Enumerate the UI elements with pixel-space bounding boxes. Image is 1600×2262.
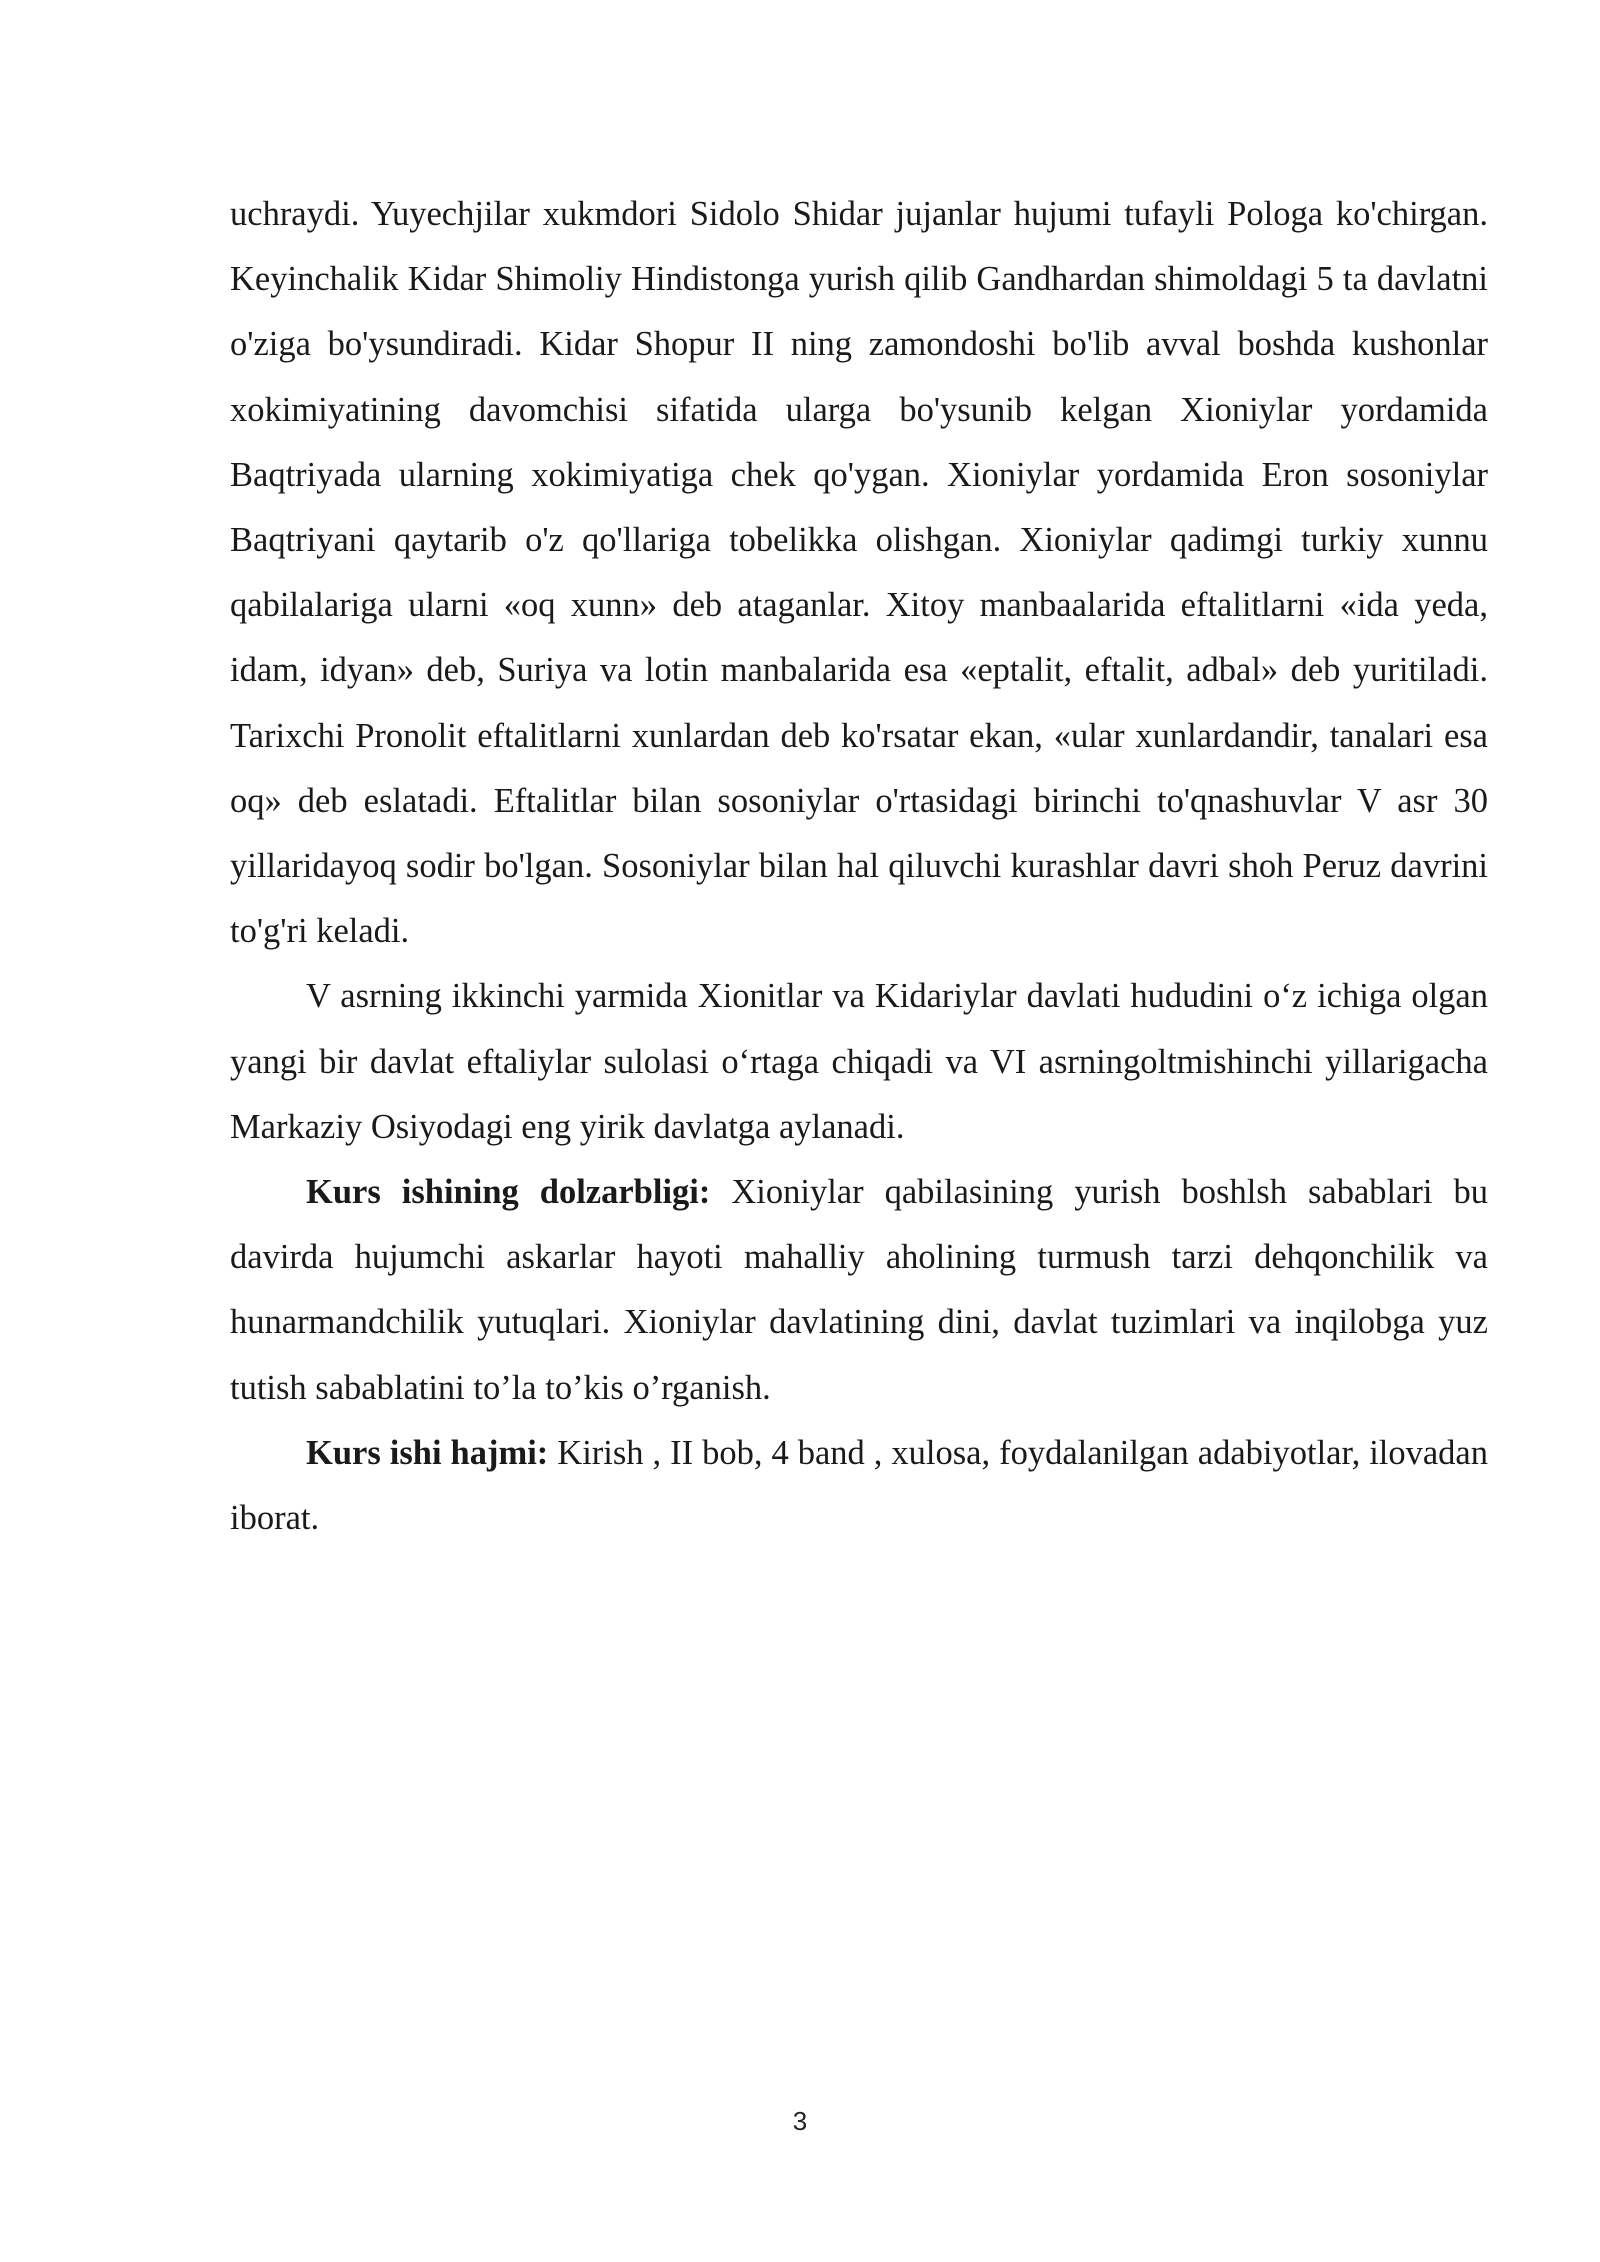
paragraph-lead-heading: Kurs ishi hajmi: [306,1433,549,1472]
paragraph-text: Kirish , II bob, 4 band , xulosa, foydalanilgan adabiyotlar, ilovadan iborat. [230,1433,1488,1538]
paragraph-eftalites-state [230,964,1488,1160]
body-text [230,182,1488,1551]
paragraph-text: V asrning ikkinchi yarmida Xionitlar va Kidariylar davlati hududini o‘z ichiga olgan yangi bir davlat eftaliylar sulolasi o‘rtaga chiqadi va VI asrningoltmishinchi yillarigacha Markaziy Osiyodagi eng yirik davlatga aylanadi. [230,977,1488,1146]
paragraph-scope [230,1421,1488,1551]
paragraph-lead-heading: Kurs ishining dolzarbligi: [306,1173,711,1212]
page-number: 3 [792,2106,808,2136]
paragraph-relevance [230,1160,1488,1421]
paragraph-text: Xioniylar qabilasining yurish boshlsh sabablari bu davirda hujumchi askarlar hayoti mahalliy aholining turmush tarzi dehqonchilik va hunarmandchilik yutuqlari. Xioniylar davlatining dini, davlat tuzimlari va inqilobga yuz tutish sabablatini to’la to’kis o’rganish. [230,1173,1488,1407]
paragraph-text: uchraydi. Yuyechjilar xukmdori Sidolo Shidar jujanlar hujumi tufayli Pologa ko'chirgan. Keyinchalik Kidar Shimoliy Hindistonga yurish qilib Gandhardan shimoldagi 5 ta davlatni o'ziga bo'ysundiradi. Kidar Shopur II ning zamondoshi bo'lib avval boshda kushonlar xokimiyatining davomchisi sifatida ularga bo'ysunib kelgan Xioniylar yordamida Baqtriyada ularning xokimiyatiga chek qo'ygan. Xioniylar yordamida Eron sosoniylar Baqtriyani qaytarib o'z qo'llariga tobelikka olishgan. Xioniylar qadimgi turkiy xunnu qabilalariga ularni «oq xunn» deb ataganlar. Xitoy manbaalarida eftalitlarni «ida yeda, idam, idyan» deb, Suriya va lotin manbalarida esa «eptalit, eftalit, adbal» deb yuritiladi. Tarixchi Pronolit eftalitlarni xunlardan deb ko'rsatar ekan, «ular xunlardandir, tanalari esa oq» deb eslatadi. Eftalitlar bilan sosoniylar o'rtasidagi birinchi to'qnashuvlar V asr 30 yillaridayoq sodir bo'lgan. Sosoniylar bilan hal qiluvchi kurashlar davri shoh Peruz davrini to'g'ri keladi. [230,195,1488,951]
paragraph-history-continuation [230,182,1488,964]
